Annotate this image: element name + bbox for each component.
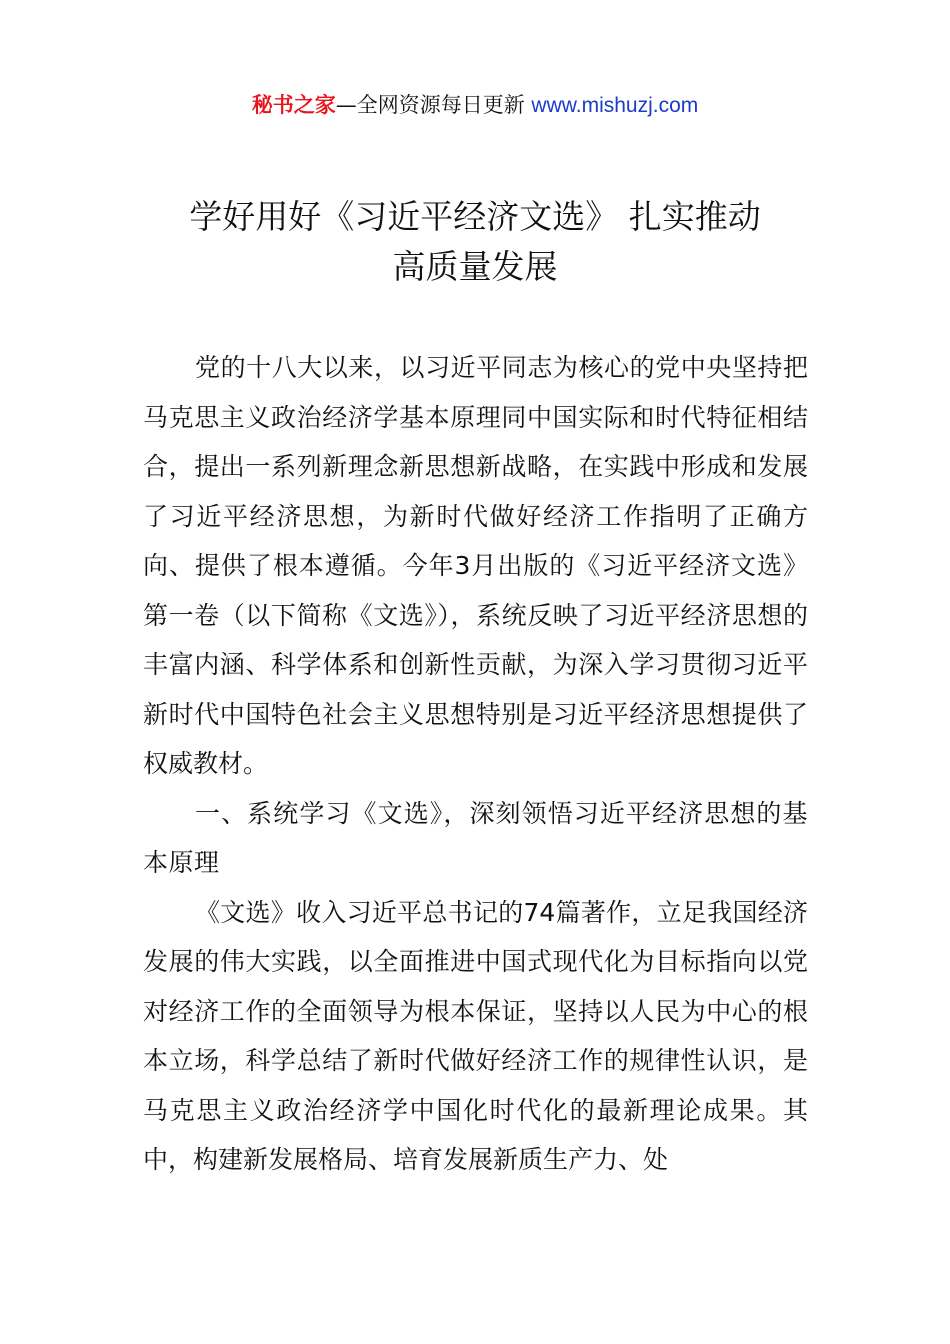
title-line-1: 学好用好《习近平经济文选》 扎实推动	[189, 197, 761, 236]
site-url-link[interactable]: www.mishuzj.com	[531, 94, 699, 117]
section-heading-1: 一、系统学习《文选》，深刻领悟习近平经济思想的基本原理	[143, 798, 808, 877]
brand-name: 秘书之家	[251, 93, 336, 117]
paragraph-section-1: 《文选》收入习近平总书记的74篇著作，立足我国经济发展的伟大实践，以全面推进中国式现代化为目标指向以党对经济工作的全面领导为根本保证，坚持以人民为中心的根本立场，科学总结了新时代做好经济工作的规律性认识，是马克思主义政治经济学中国化时代化的最新理论成果。其中，构建新发展格局、培育发展新质生产力、处	[143, 897, 808, 1174]
document-body	[143, 343, 808, 1185]
document-title	[0, 192, 950, 292]
site-header	[0, 88, 950, 123]
paragraph-intro: 党的十八大以来，以习近平同志为核心的党中央坚持把马克思主义政治经济学基本原理同中国实际和时代特征相结合，提出一系列新理念新思想新战略，在实践中形成和发展了习近平经济思想，为新时代做好经济工作指明了正确方向、提供了根本遵循。今年3月出版的《习近平经济文选》第一卷（以下简称《文选》），系统反映了习近平经济思想的丰富内涵、科学体系和创新性贡献，为深入学习贯彻习近平新时代中国特色社会主义思想特别是习近平经济思想提供了权威教材。	[143, 353, 808, 778]
title-line-2: 高质量发展	[392, 247, 558, 286]
header-tagline: —全网资源每日更新	[335, 93, 532, 117]
